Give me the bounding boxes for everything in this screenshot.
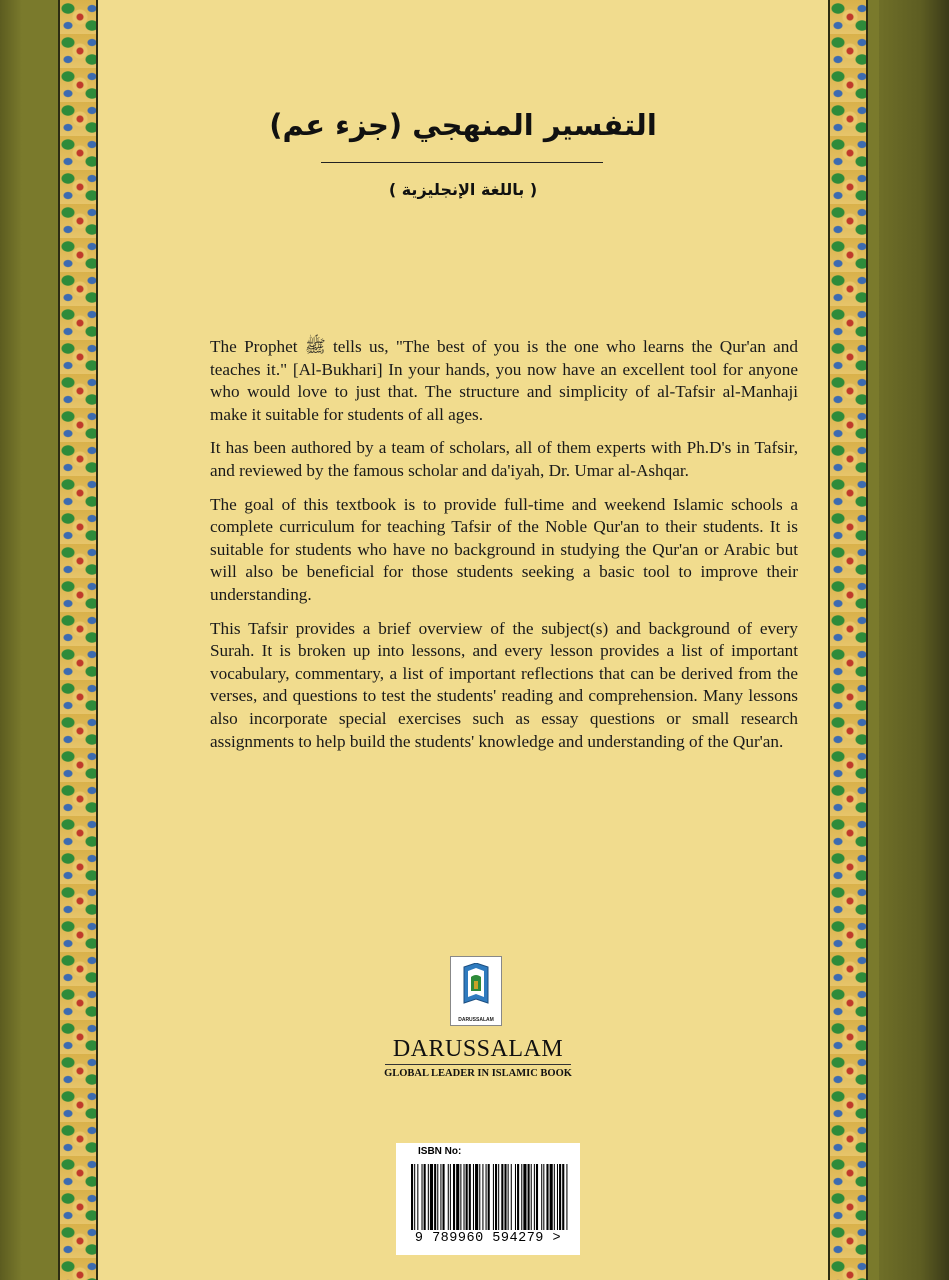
cloth-edge-right [879, 0, 949, 1280]
paragraph-3: The goal of this textbook is to provide full-time and weekend Islamic schools a complete curriculum for teaching Tafsir of the Noble Qur'an to their students. It is suitable for students who have no background in studying the Qur'an or Arabic but will also be beneficial for those students seeking a basic tool to improve their understanding. [210, 494, 798, 604]
isbn-digits: 9 789960 594279 [414, 1231, 544, 1246]
book-logo-icon [460, 963, 492, 1005]
logo-label: DARUSSALAM [458, 1017, 494, 1023]
text-panel [98, 0, 828, 1280]
cloth-edge-left [0, 0, 22, 1280]
ornamental-border-left [58, 0, 98, 1280]
paragraph-4: This Tafsir provides a brief overview of the subject(s) and background of every Surah. It is broken up into lessons, and every lesson provides a list of important vocabulary, commentary, a list of important reflections that can be derived from the verses, and questions to test the students' reading and comprehension. Many lessons also incorporate special exercises such as essay questions or small research assignments to help build the students' knowledge and understanding of the Qur'an. [210, 618, 798, 751]
publisher-underline [385, 1064, 571, 1065]
arabic-subtitle: ( باللغة الإنجليزية ) [388, 180, 538, 199]
arabic-title: التفسير المنهجي (جزء عم) [269, 108, 657, 142]
isbn-number [396, 1231, 580, 1246]
barcode [410, 1164, 568, 1234]
darussalam-logo [450, 956, 502, 1026]
paragraph-1: The Prophet ﷺ tells us, "The best of you is the one who learns the Qur'an and teaches it." [Al-Bukhari] In your hands, you now have an excellent tool for anyone who would love to just that. The structure and simplicity of al-Tafsir al-Manhaji make it suitable for students of all ages. [210, 337, 798, 424]
title-divider [321, 162, 603, 163]
isbn-end-mark: > [552, 1231, 562, 1246]
ornamental-border-right [828, 0, 868, 1280]
publisher-name: DARUSSALAM [392, 1036, 564, 1062]
description [210, 336, 798, 764]
publisher-tagline: GLOBAL LEADER IN ISLAMIC BOOK [384, 1068, 572, 1079]
paragraph-2: It has been authored by a team of scholars, all of them experts with Ph.D's in Tafsir, and reviewed by the famous scholar and da'iyah, Dr. Umar al-Ashqar. [210, 438, 798, 480]
isbn-label: ISBN No: [418, 1146, 462, 1157]
isbn-barcode-box [396, 1143, 580, 1255]
